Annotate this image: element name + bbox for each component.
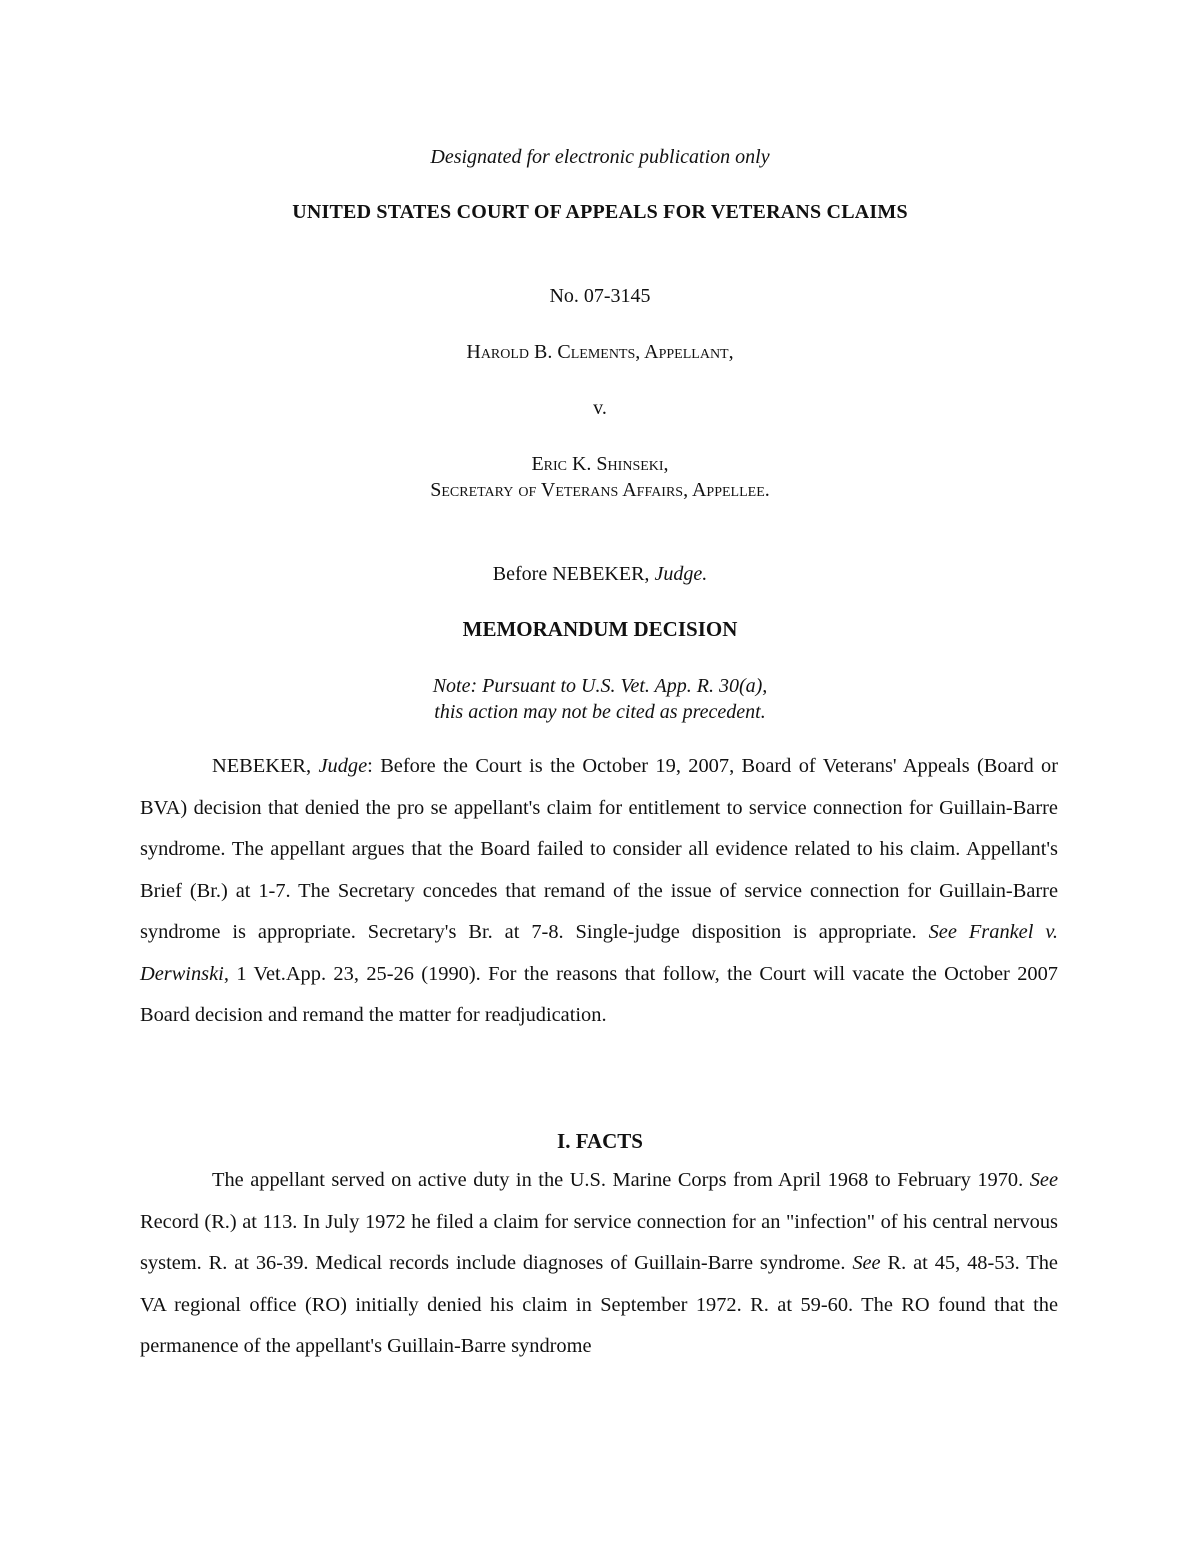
decision-title: MEMORANDUM DECISION [462, 617, 738, 641]
p1-citation: See Frankel v. Derwinski [140, 921, 1058, 985]
bench-judge: Judge. [654, 563, 708, 585]
appellee-title: Secretary of Veterans Affairs, Appellee. [430, 479, 770, 501]
appellant-name: Harold B. Clements, Appellant, [466, 341, 734, 363]
p2-text-a: The appellant served on active duty in the U.S. Marine Corps from April 1968 to February 1970. [212, 1169, 1030, 1191]
bench-line [0, 562, 1200, 586]
p1-text-b: , 1 Vet.App. 23, 25-26 (1990). For the reasons that follow, the Court will vacate the October 2007 Board decision and remand the matter for readjudication. [140, 962, 1058, 1026]
appellee-name: Eric K. Shinseki, [531, 453, 669, 475]
bench-before: Before NEBEKER, [492, 563, 655, 585]
publication-note: Designated for electronic publication only [430, 146, 770, 168]
decision-paragraph [140, 746, 1058, 1037]
p2-text-c: R. at 45, 48-53. The VA regional office (RO) initially denied his claim in September 1972. R. at 59-60. The RO found that the permanence of the appellant's Guillain-Barre syndrome [140, 1252, 1058, 1357]
p1-judge: NEBEKER, [212, 755, 319, 777]
p2-see-2: See [852, 1252, 881, 1274]
facts-paragraph [140, 1160, 1058, 1368]
docket-number: No. 07-3145 [549, 285, 651, 307]
p1-judge-italic: Judge [318, 755, 368, 777]
p2-text-b: Record (R.) at 113. In July 1972 he filed a claim for service connection for an "infection" of his central nervous system. R. at 36-39. Medical records include diagnoses of Guillain-Barre syndrome. [140, 1210, 1058, 1274]
p1-text-a: : Before the Court is the October 19, 2007, Board of Veterans' Appeals (Board or BVA) decision that denied the pro se appellant's claim for entitlement to service connection for Guillain-Barre syndrome. The appellant argues that the Board failed to consider all evidence related to his claim. Appellant's Brief (Br.) at 1-7. The Secretary concedes that remand of the issue of service connection for Guillain-Barre syndrome is appropriate. Secretary's Br. at 7-8. Single-judge disposition is appropriate. [140, 755, 1058, 943]
facts-heading: I. FACTS [557, 1129, 643, 1153]
court-name: UNITED STATES COURT OF APPEALS FOR VETERANS CLAIMS [292, 201, 908, 223]
versus: v. [593, 397, 607, 419]
precedent-note-line2: this action may not be cited as precedent. [434, 701, 766, 723]
precedent-note-line1: Note: Pursuant to U.S. Vet. App. R. 30(a), [432, 675, 768, 697]
p2-see-1: See [1029, 1169, 1058, 1191]
